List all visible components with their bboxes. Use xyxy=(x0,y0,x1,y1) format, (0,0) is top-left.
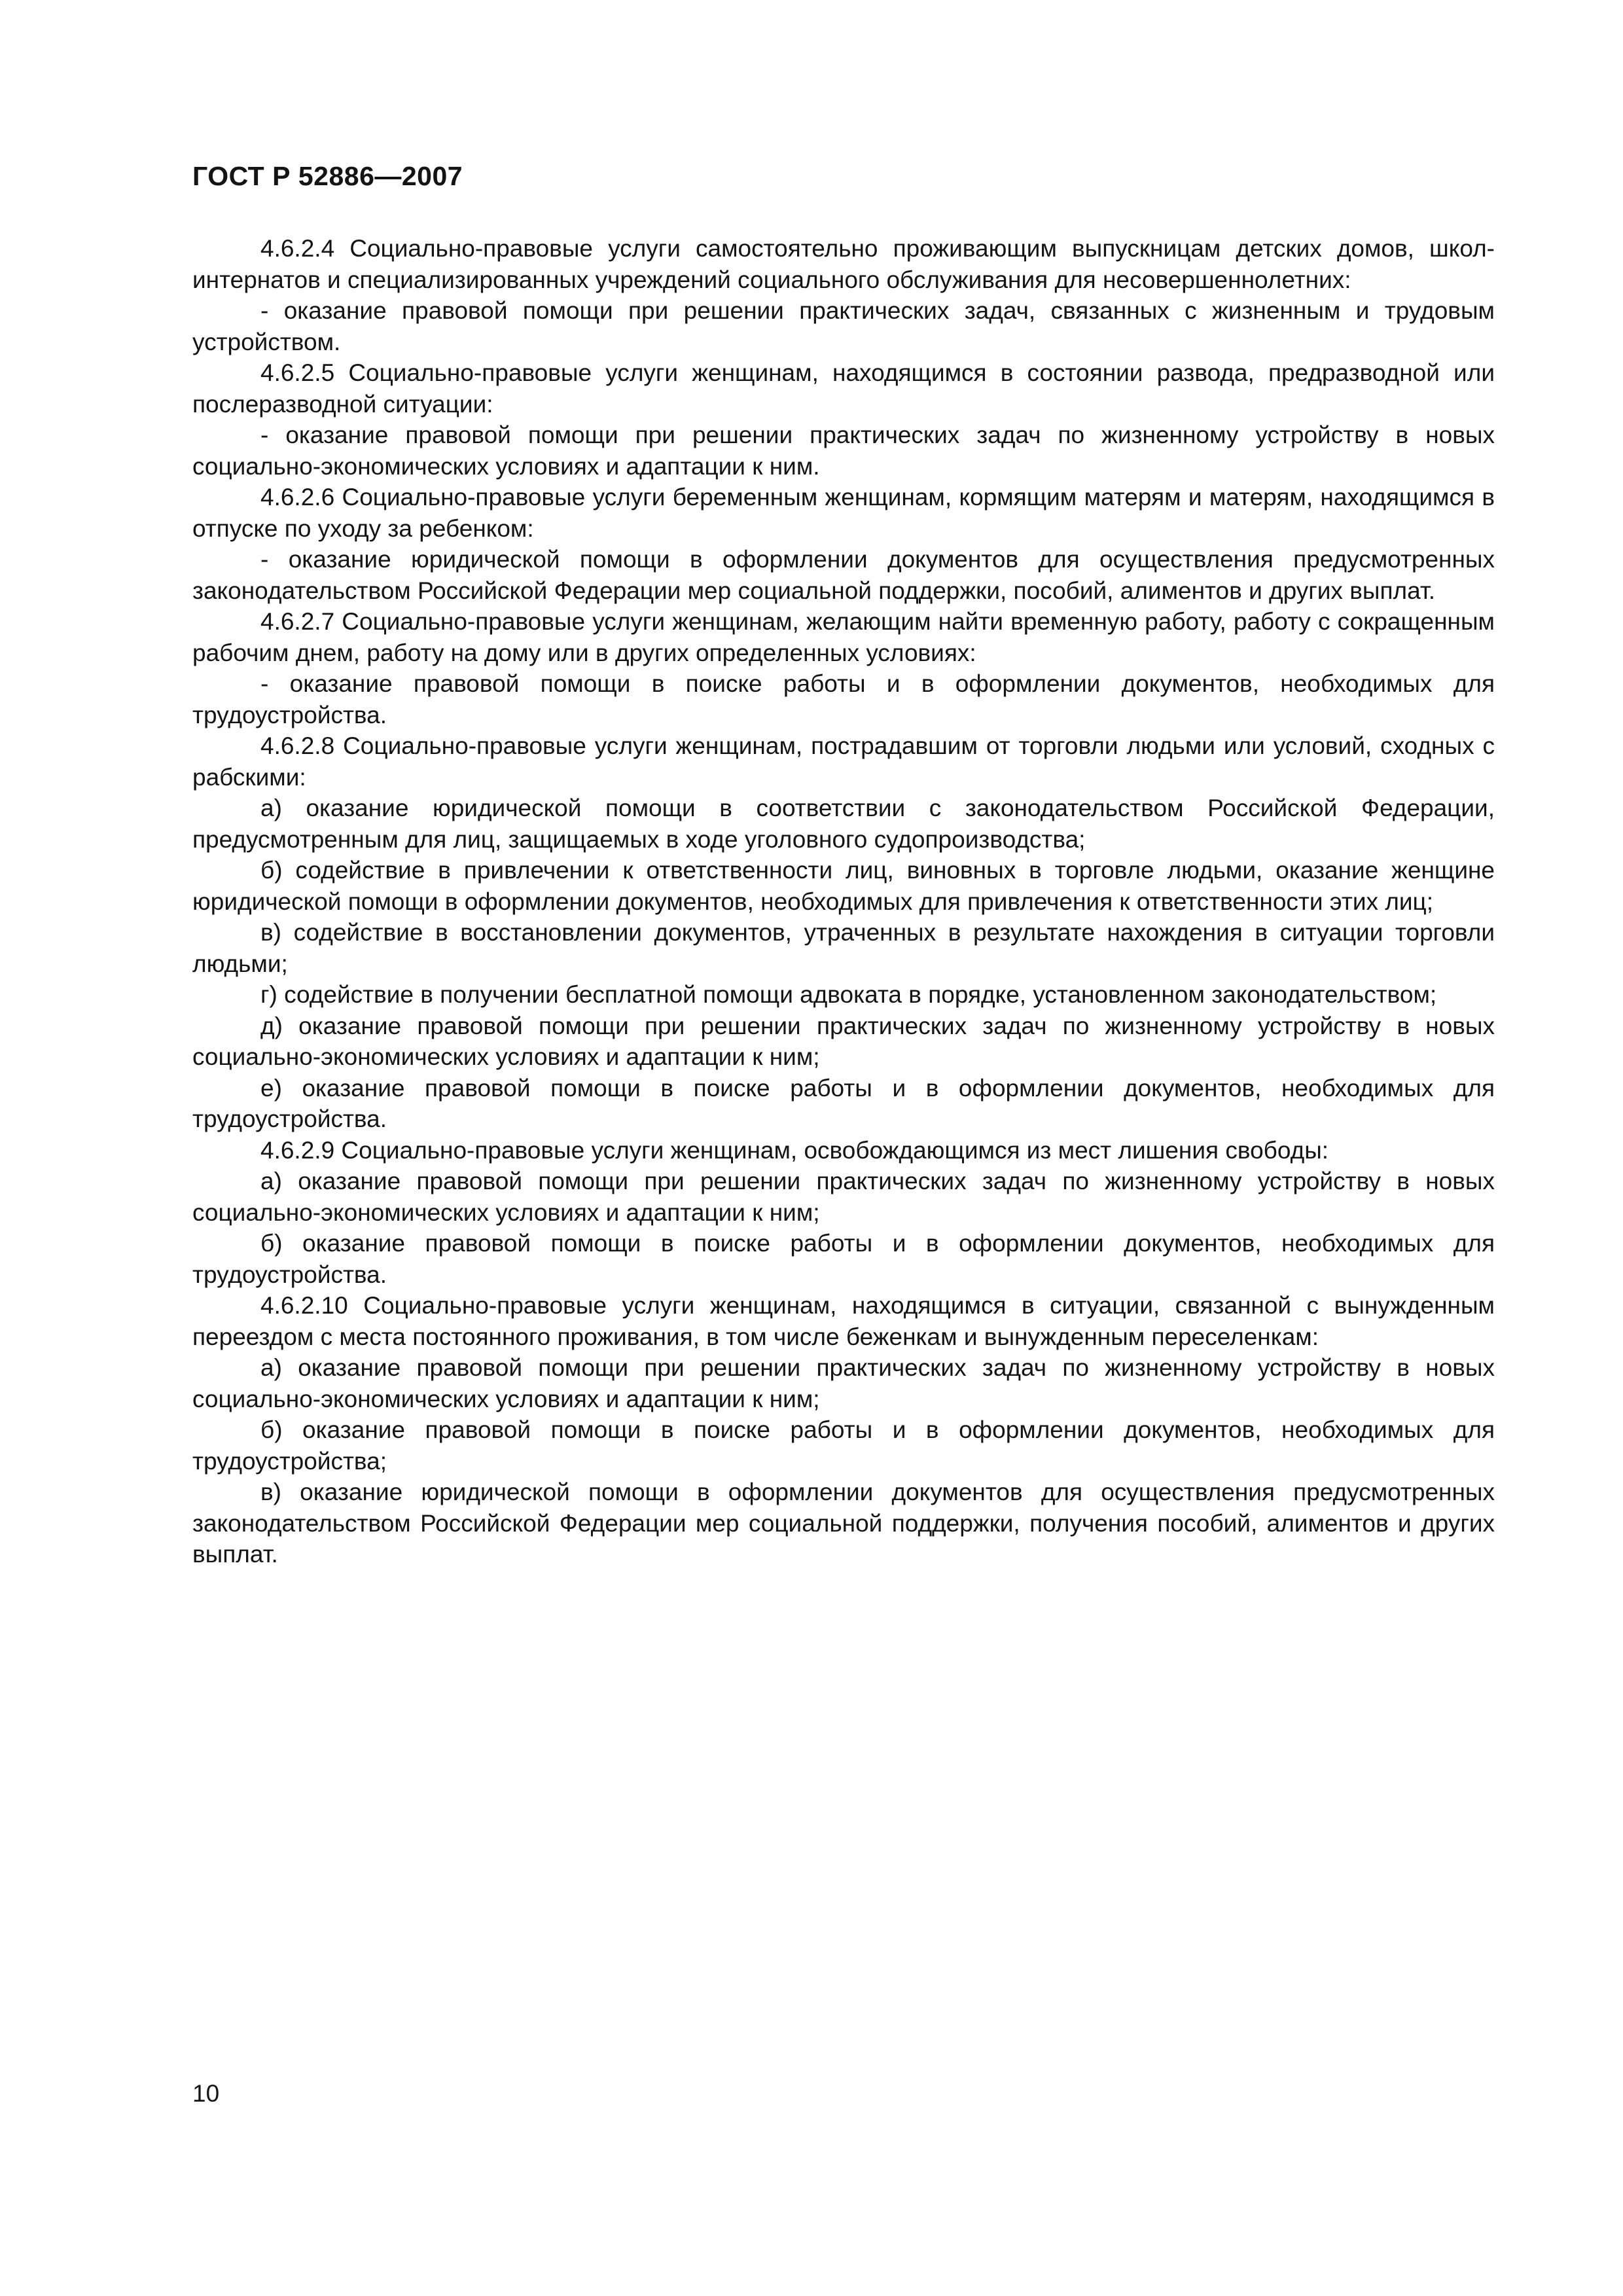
list-item: а) оказание юридической помощи в соответствии с законодательством Российской Федерации, предусмотренным для лиц, защищаемых в ходе уголовного судопроизводства; xyxy=(192,795,1495,853)
list-item: - оказание правовой помощи в поиске работы и в оформлении документов, необходимых для трудоустройства. xyxy=(192,670,1495,728)
list-item: - оказание правовой помощи при решении практических задач, связанных с жизненным и трудовым устройством. xyxy=(192,297,1495,355)
list-item: е) оказание правовой помощи в поиске работы и в оформлении документов, необходимых для трудоустройства. xyxy=(192,1074,1495,1132)
list-item: д) оказание правовой помощи при решении практических задач по жизненному устройству в новых социально-экономических условиях и адаптации к ним; xyxy=(192,1012,1495,1070)
list-item: в) оказание юридической помощи в оформлении документов для осуществления предусмотренных законодательством Российской Федерации мер социальной поддержки, получения пособий, алиментов и других выплат. xyxy=(192,1479,1495,1568)
standard-code-header: ГОСТ Р 52886—2007 xyxy=(192,161,463,191)
list-item: - оказание правовой помощи при решении практических задач по жизненному устройству в новых социально-экономических условиях и адаптации к ним. xyxy=(192,422,1495,480)
page-number: 10 xyxy=(192,2080,220,2107)
paragraph-4-6-2-4: 4.6.2.4 Социально-правовые услуги самостоятельно проживающим выпускницам детских домов, школ-интернатов и специализированных учреждений социального обслуживания для несовершеннолетних: xyxy=(192,235,1495,293)
list-item: а) оказание правовой помощи при решении практических задач по жизненному устройству в новых социально-экономических условиях и адаптации к ним; xyxy=(192,1354,1495,1412)
paragraph-4-6-2-8: 4.6.2.8 Социально-правовые услуги женщинам, пострадавшим от торговли людьми или условий, сходных с рабскими: xyxy=(192,732,1495,791)
paragraph-4-6-2-5: 4.6.2.5 Социально-правовые услуги женщинам, находящимся в состоянии развода, предразводной или послеразводной ситуации: xyxy=(192,359,1495,418)
list-item: б) оказание правовой помощи в поиске работы и в оформлении документов, необходимых для трудоустройства; xyxy=(192,1416,1495,1475)
list-item: а) оказание правовой помощи при решении практических задач по жизненному устройству в новых социально-экономических условиях и адаптации к ним; xyxy=(192,1168,1495,1226)
list-item: б) оказание правовой помощи в поиске работы и в оформлении документов, необходимых для трудоустройства. xyxy=(192,1230,1495,1288)
paragraph-4-6-2-7: 4.6.2.7 Социально-правовые услуги женщинам, желающим найти временную работу, работу с сокращенным рабочим днем, работу на дому или в других определенных условиях: xyxy=(192,608,1495,666)
list-item: - оказание юридической помощи в оформлении документов для осуществления предусмотренных законодательством Российской Федерации мер социальной поддержки, пособий, алиментов и других выплат. xyxy=(192,546,1495,604)
paragraph-4-6-2-10: 4.6.2.10 Социально-правовые услуги женщинам, находящимся в ситуации, связанной с вынужденным переездом с места постоянного проживания, в том числе беженкам и вынужденным переселенкам: xyxy=(192,1292,1495,1350)
paragraph-4-6-2-6: 4.6.2.6 Социально-правовые услуги беременным женщинам, кормящим матерям и матерям, находящимся в отпуске по уходу за ребенком: xyxy=(192,484,1495,542)
list-item: в) содействие в восстановлении документов, утраченных в результате нахождения в ситуации торговли людьми; xyxy=(192,919,1495,977)
document-body xyxy=(192,233,1495,1570)
paragraph-4-6-2-9: 4.6.2.9 Социально-правовые услуги женщинам, освобождающимся из мест лишения свободы: xyxy=(260,1136,1329,1164)
list-item: б) содействие в привлечении к ответственности лиц, виновных в торговле людьми, оказание женщине юридической помощи в оформлении документов, необходимых для привлечения к ответственности этих лиц; xyxy=(192,857,1495,915)
list-item: г) содействие в получении бесплатной помощи адвоката в порядке, установленном законодательством; xyxy=(260,981,1437,1008)
